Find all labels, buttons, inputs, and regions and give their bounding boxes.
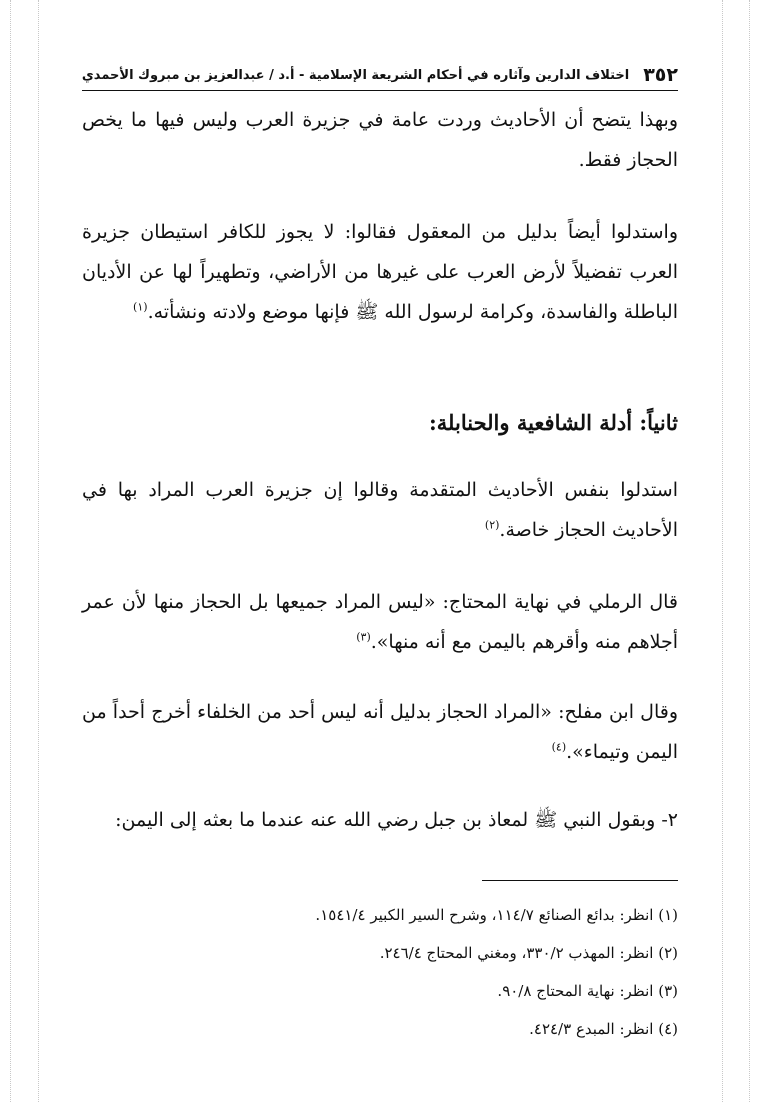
paragraph-text: وقال ابن مفلح: «المراد الحجاز بدليل أنه ليس أحد من الخلفاء أخرج أحداً من اليمن وتيماء».	[82, 701, 678, 763]
footnote-marker: (٤)	[551, 740, 567, 754]
margin-dots-left-inner	[38, 0, 39, 1102]
footnote-1: (١) انظر: بدائع الصنائع ١١٤/٧، وشرح السير الكبير ١٥٤١/٤.	[315, 906, 678, 924]
margin-dots-left	[10, 0, 11, 1102]
header-title: اختلاف الدارين وآثاره في أحكام الشريعة الإسلامية - أ.د / عبدالعزيز بن مبروك الأحمدي	[81, 67, 630, 83]
paragraph-3	[82, 470, 678, 550]
footnote-3: (٣) انظر: نهاية المحتاج ٩٠/٨.	[497, 982, 678, 1000]
paragraph-text: قال الرملي في نهاية المحتاج: «ليس المراد جميعها بل الحجاز منها لأن عمر أجلاهم منه وأقرهم باليمن مع أنه منها».	[82, 591, 678, 653]
page-number: ٣٥٢	[643, 64, 678, 86]
header-rule	[82, 90, 678, 91]
paragraph-text: ٢- وبقول النبي ﷺ لمعاذ بن جبل رضي الله عنه عندما ما بعثه إلى اليمن:	[115, 809, 678, 831]
section-heading: ثانياً: أدلة الشافعية والحنابلة:	[429, 410, 678, 435]
paragraph-text: واستدلوا أيضاً بدليل من المعقول فقالوا: لا يجوز للكافر استيطان جزيرة العرب تفضيلاً لأرض العرب على غيرها من الأراضي، وتطهيراً لها عن الأديان الباطلة والفاسدة، وكرامة لرسول الله ﷺ فإنها موضع ولادته ونشأته.	[82, 221, 678, 323]
paragraph-4	[82, 582, 678, 662]
paragraph-6	[82, 800, 678, 840]
paragraph-1	[82, 100, 678, 180]
footnote-rule	[482, 880, 678, 881]
paragraph-5	[82, 692, 678, 772]
footnote-4: (٤) انظر: المبدع ٤٢٤/٣.	[529, 1020, 678, 1038]
paragraph-2	[82, 212, 678, 332]
paragraph-text: استدلوا بنفس الأحاديث المتقدمة وقالوا إن جزيرة العرب المراد بها في الأحاديث الحجاز خاصة.	[82, 479, 678, 541]
footnotes	[82, 896, 678, 1048]
footnote-marker: (٢)	[484, 518, 500, 532]
running-header	[82, 62, 678, 88]
margin-dots-right	[749, 0, 750, 1102]
footnote-2: (٢) انظر: المهذب ٣٣٠/٢، ومغني المحتاج ٢٤٦/٤.	[379, 944, 678, 962]
paragraph-text: وبهذا يتضح أن الأحاديث وردت عامة في جزيرة العرب وليس فيها ما يخص الحجاز فقط.	[82, 109, 678, 171]
footnote-marker: (٣)	[356, 630, 371, 644]
margin-dots-right-inner	[722, 0, 723, 1102]
footnote-marker: (١)	[133, 300, 148, 314]
